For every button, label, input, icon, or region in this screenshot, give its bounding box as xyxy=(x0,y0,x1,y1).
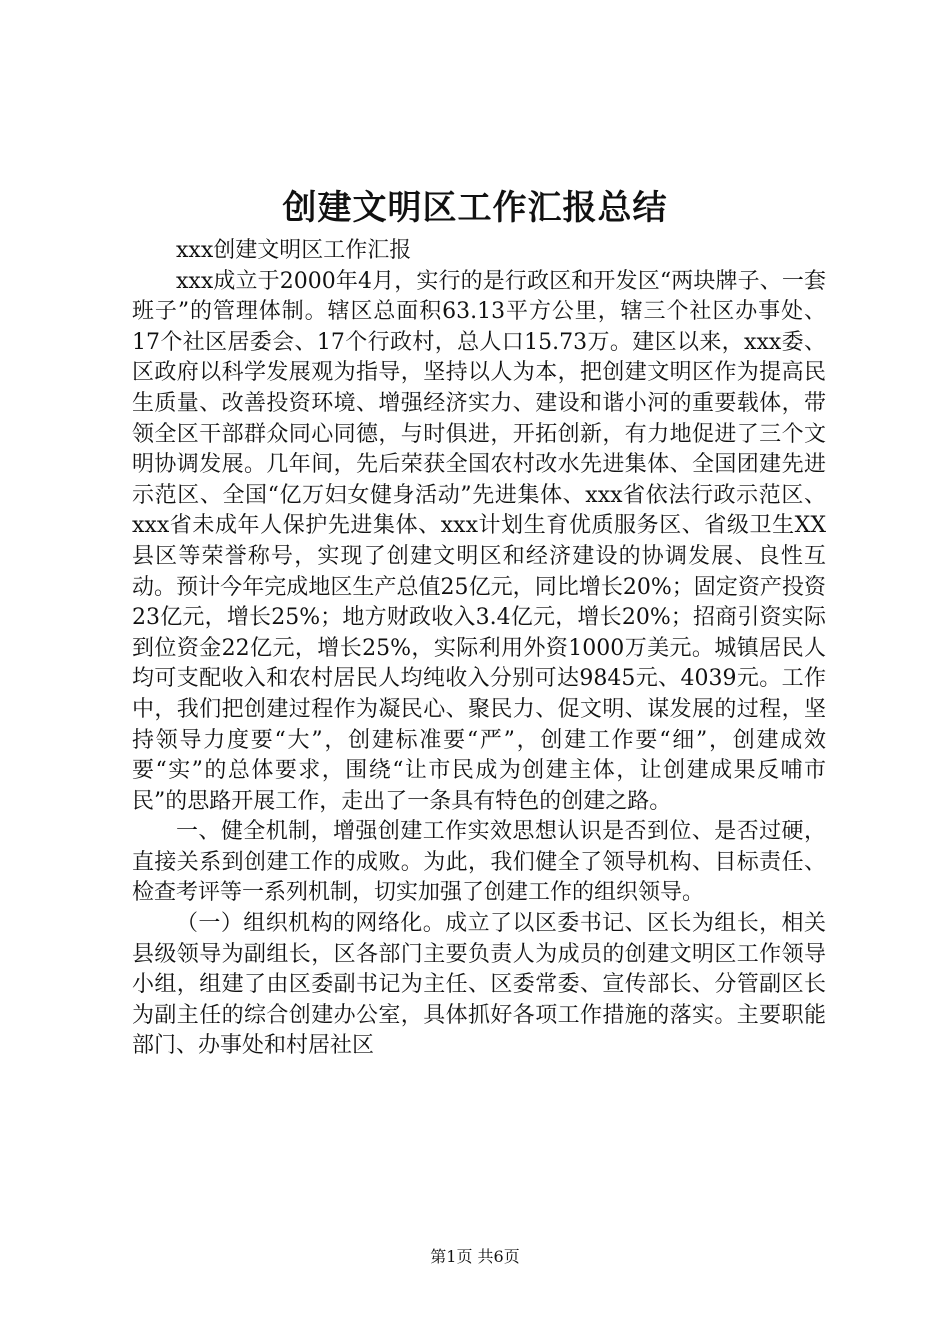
subtitle-paragraph: xxx创建文明区工作汇报 xyxy=(176,238,412,263)
subsection-one-paragraph: （一）组织机构的网络化。成立了以区委书记、区长为组长，相关县级领导为副组长，区各部门主要负责人为成员的创建文明区工作领导小组，组建了由区委副书记为主任、区委常委、宣传部长、分管副区长为副主任的综合创建办公室，具体抓好各项工作措施的落实。主要职能部门、办事处和村居社区 xyxy=(132,911,826,1059)
document-title: 创建文明区工作汇报总结 xyxy=(282,188,668,228)
page-number: 第1页 共6页 xyxy=(430,1247,520,1266)
document-body xyxy=(132,236,826,1062)
intro-paragraph: xxx成立于2000年4月，实行的是行政区和开发区“两块牌子、一套班子”的管理体制。辖区总面积63.13平方公里，辖三个社区办事处、17个社区居委会、17个行政村，总人口15.73万。建区以来，xxx委、区政府以科学发展观为指导，坚持以人为本，把创建文明区作为提高民生质量、改善投资环境、增强经济实力、建设和谐小河的重要载体，带领全区干部群众同心同德，与时俱进，开拓创新，有力地促进了三个文明协调发展。几年间，先后荣获全国农村改水先进集体、全国团建先进示范区、全国“亿万妇女健身活动”先进集体、xxx省依法行政示范区、xxx省未成年人保护先进集体、xxx计划生育优质服务区、省级卫生XX县区等荣誉称号，实现了创建文明区和经济建设的协调发展、良性互动。预计今年完成地区生产总值25亿元，同比增长20%；固定资产投资23亿元，增长25%；地方财政收入3.4亿元，增长20%；招商引资实际到位资金22亿元，增长25%，实际利用外资1000万美元。城镇居民人均可支配收入和农村居民人均纯收入分别可达9845元、4039元。工作中，我们把创建过程作为凝民心、聚民力、促文明、谋发展的过程，坚持领导力度要“大”，创建标准要“严”，创建工作要“细”，创建成效要“实”的总体要求，围绕“让市民成为创建主体，让创建成果反哺市民”的思路开展工作，走出了一条具有特色的创建之路。 xyxy=(132,268,827,814)
section-one-paragraph: 一、健全机制，增强创建工作实效思想认识是否到位、是否过硬，直接关系到创建工作的成败。为此，我们健全了领导机构、目标责任、检查考评等一系列机制，切实加强了创建工作的组织领导。 xyxy=(132,819,826,906)
